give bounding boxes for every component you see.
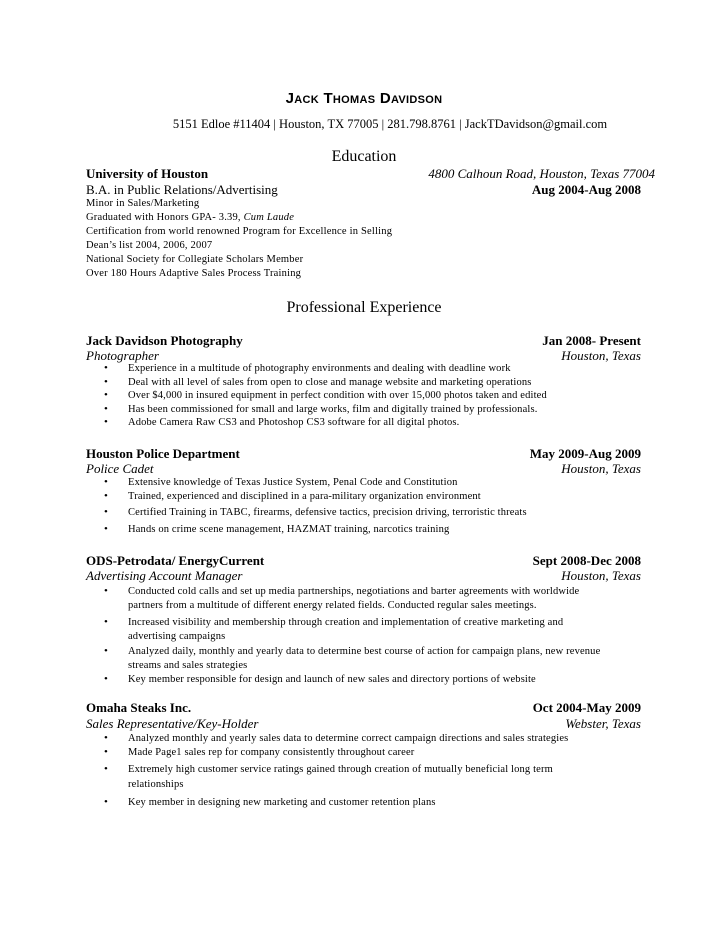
list-item bbox=[86, 416, 606, 430]
list-item bbox=[86, 616, 606, 643]
bullet-icon: • bbox=[104, 616, 109, 628]
job-location: Houston, Texas bbox=[561, 461, 641, 476]
job-dates: Oct 2004-May 2009 bbox=[532, 700, 641, 715]
bullet-text: Trained, experienced and disciplined in a para-military organization environment bbox=[128, 490, 481, 502]
company-name: ODS-Petrodata/ EnergyCurrent bbox=[86, 553, 265, 568]
job-role: Sales Representative/Key-Holder bbox=[86, 716, 259, 731]
bullet-icon: • bbox=[104, 362, 109, 374]
gpa-honor: Cum Laude bbox=[243, 212, 295, 223]
bullet-icon: • bbox=[104, 673, 109, 685]
bullet-icon: • bbox=[104, 745, 109, 758]
job-header-row bbox=[86, 700, 641, 717]
bullet-text: Analyzed daily, monthly and yearly data to determine best course of action for campaign plans, new revenue streams and sales strategies bbox=[128, 646, 601, 671]
bullet-text: Key member in designing new marketing and customer retention plans bbox=[128, 797, 436, 808]
degree: B.A. in Public Relations/Advertising bbox=[86, 182, 278, 197]
bullet-text: Hands on crime scene management, HAZMAT training, narcotics training bbox=[128, 523, 450, 535]
list-item bbox=[86, 796, 606, 810]
list-item bbox=[86, 376, 606, 390]
school-address: 4800 Calhoun Road, Houston, Texas 77004 bbox=[428, 166, 655, 181]
job-role: Police Cadet bbox=[86, 461, 154, 476]
bullet-icon: • bbox=[104, 763, 109, 775]
list-item bbox=[86, 362, 606, 376]
job-role-row bbox=[86, 716, 641, 733]
list-item bbox=[86, 645, 606, 672]
job-dates: Sept 2008-Dec 2008 bbox=[532, 553, 641, 568]
gpa-text: Graduated with Honors GPA- 3.39, bbox=[86, 212, 244, 223]
list-item bbox=[86, 506, 606, 520]
bullet-icon: • bbox=[104, 585, 109, 597]
bullet-icon: • bbox=[104, 506, 109, 518]
society-line: National Society for Collegiate Scholars Member bbox=[86, 254, 304, 265]
list-item bbox=[86, 490, 606, 504]
bullet-text: Extremely high customer service ratings gained through creation of mutually beneficial long term relationships bbox=[128, 764, 553, 790]
job-role: Advertising Account Manager bbox=[86, 568, 243, 583]
gpa-line bbox=[86, 212, 294, 223]
list-item bbox=[86, 762, 606, 792]
education-degree-row bbox=[86, 182, 641, 199]
job-bullets bbox=[86, 585, 606, 687]
bullet-text: Extensive knowledge of Texas Justice System, Penal Code and Constitution bbox=[128, 477, 458, 488]
list-item bbox=[86, 585, 606, 612]
bullet-text: Analyzed monthly and yearly sales data to determine correct campaign directions and sales strategies bbox=[128, 733, 569, 744]
degree-dates: Aug 2004-Aug 2008 bbox=[531, 182, 641, 197]
bullet-icon: • bbox=[104, 476, 109, 488]
job-bullets bbox=[86, 732, 606, 810]
bullet-icon: • bbox=[104, 402, 109, 415]
list-item bbox=[86, 389, 606, 403]
training-line: Over 180 Hours Adaptive Sales Process Training bbox=[86, 268, 302, 279]
job-bullets bbox=[86, 362, 606, 430]
bullet-icon: • bbox=[104, 375, 109, 388]
bullet-text: Over $4,000 in insured equipment in perfect condition with over 15,000 photos taken and edited bbox=[128, 390, 547, 401]
contact-line: 5151 Edloe #11404 | Houston, TX 77005 | 281.798.8761 | JackTDavidson@gmail.com bbox=[172, 117, 608, 131]
bullet-icon: • bbox=[104, 522, 109, 535]
list-item bbox=[86, 746, 606, 760]
bullet-text: Deal with all level of sales from open to close and manage website and marketing operations bbox=[128, 376, 532, 388]
education-school-row bbox=[86, 166, 655, 183]
list-item bbox=[86, 732, 606, 746]
job-bullets bbox=[86, 476, 606, 536]
bullet-icon: • bbox=[104, 416, 109, 428]
company-name: Houston Police Department bbox=[86, 446, 240, 461]
bullet-text: Conducted cold calls and set up media partnerships, negotiations and barter agreements with worldwide partners from a multitude of different energy related fields. Conducted regular sales meetings. bbox=[128, 586, 580, 611]
job-dates: May 2009-Aug 2009 bbox=[529, 446, 641, 461]
bullet-text: Made Page1 sales rep for company consistently throughout career bbox=[128, 746, 415, 758]
job-location: Houston, Texas bbox=[561, 348, 641, 363]
bullet-text: Adobe Camera Raw CS3 and Photoshop CS3 software for all digital photos. bbox=[128, 417, 460, 428]
bullet-icon: • bbox=[104, 645, 109, 657]
bullet-icon: • bbox=[104, 389, 109, 401]
list-item bbox=[86, 476, 606, 490]
bullet-icon: • bbox=[104, 489, 109, 502]
job-location: Houston, Texas bbox=[561, 568, 641, 583]
bullet-text: Certified Training in TABC, firearms, defensive tactics, precision driving, terroristic threats bbox=[128, 507, 527, 518]
list-item bbox=[86, 523, 606, 537]
bullet-text: Experience in a multitude of photography environments and dealing with deadline work bbox=[128, 363, 511, 374]
bullet-icon: • bbox=[104, 796, 109, 808]
cert-line: Certification from world renowned Program for Excellence in Selling bbox=[86, 226, 393, 237]
bullet-text: Has been commissioned for small and large works, film and digitally trained by professionals. bbox=[128, 403, 538, 415]
bullet-text: Key member responsible for design and launch of new sales and directory portions of website bbox=[128, 674, 536, 685]
company-name: Omaha Steaks Inc. bbox=[86, 700, 192, 715]
list-item bbox=[86, 673, 606, 687]
bullet-icon: • bbox=[104, 732, 109, 744]
job-location: Webster, Texas bbox=[565, 716, 641, 731]
company-name: Jack Davidson Photography bbox=[86, 333, 243, 348]
bullet-text: Increased visibility and membership through creation and implementation of creative marketing and advertising campaigns bbox=[128, 617, 564, 642]
list-item bbox=[86, 403, 606, 417]
school-name: University of Houston bbox=[86, 166, 209, 181]
minor-line: Minor in Sales/Marketing bbox=[86, 198, 200, 209]
job-role-row bbox=[86, 568, 641, 585]
education-heading: Education bbox=[331, 148, 397, 165]
experience-heading: Professional Experience bbox=[286, 299, 442, 316]
deans-line: Dean’s list 2004, 2006, 2007 bbox=[86, 240, 213, 251]
job-dates: Jan 2008- Present bbox=[542, 333, 641, 348]
job-role: Photographer bbox=[86, 348, 159, 363]
candidate-name: Jack Thomas Davidson bbox=[285, 90, 443, 107]
